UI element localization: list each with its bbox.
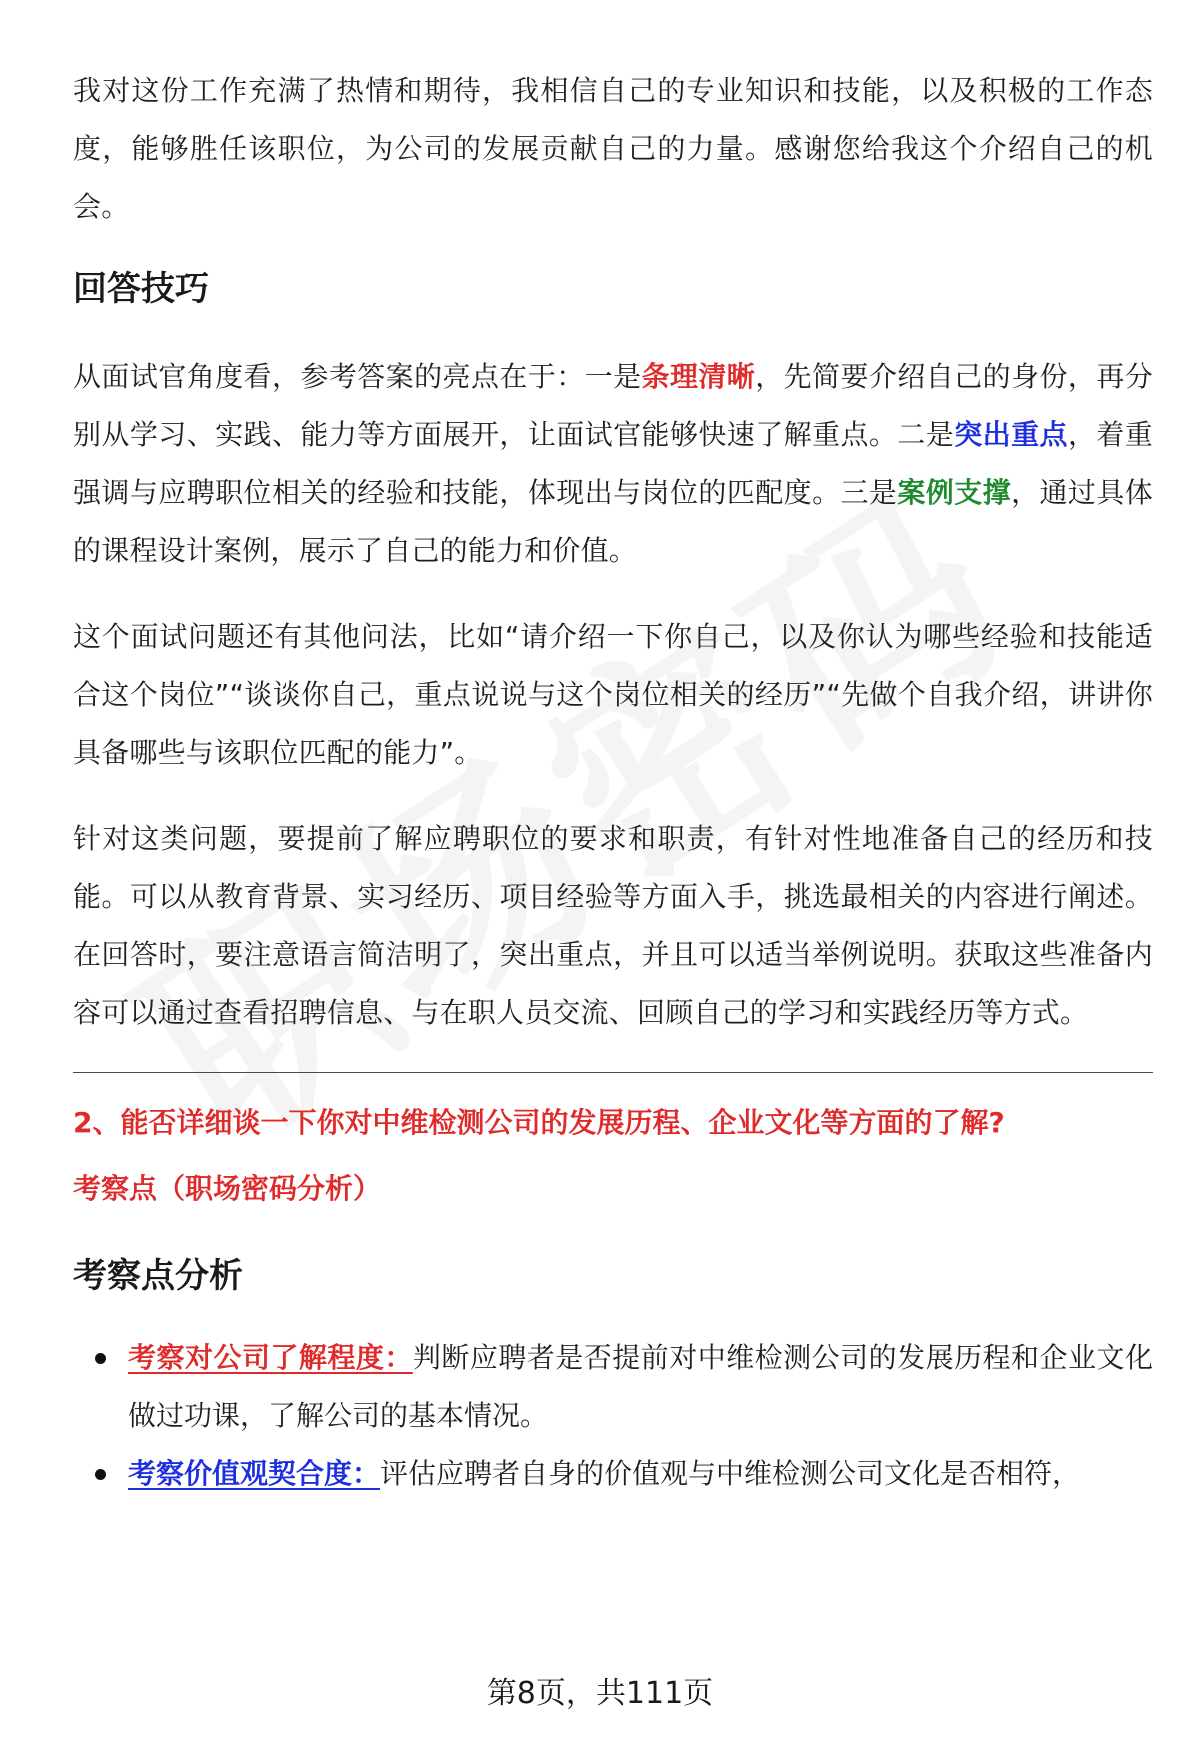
list-item xyxy=(73,1445,1153,1503)
analysis-heading: 考察点分析 xyxy=(73,1256,243,1296)
tips-paragraph-2: 这个面试问题还有其他问法，比如“请介绍一下你自己，以及你认为哪些经验和技能适合这个岗位”“谈谈你自己，重点说说与这个岗位相关的经历”“先做个自我介绍，讲讲你具备哪些与该职位匹配的能力”。 xyxy=(73,620,1153,769)
tips-text-1: 从面试官角度看，参考答案的亮点在于：一是 xyxy=(73,360,642,393)
point-label-values-fit: 考察价值观契合度： xyxy=(128,1457,381,1490)
point-label-company-knowledge: 考察对公司了解程度： xyxy=(128,1341,413,1374)
bullet-icon xyxy=(95,1469,106,1480)
tips-text-2: ，先简要介绍自己的身份，再分别从学习、实践、能力等方面展开，让面试官能够快速了解重点。二是 xyxy=(73,360,1153,451)
question-2-title: 2、能否详细谈一下你对中维检测公司的发展历程、企业文化等方面的了解? xyxy=(73,1106,1005,1139)
page-number-footer: 第8页，共111页 xyxy=(486,1676,714,1711)
highlight-case-support: 案例支撑 xyxy=(897,476,1012,509)
page-content xyxy=(73,62,1153,1503)
highlight-clear-structure: 条理清晰 xyxy=(641,360,756,393)
tips-heading: 回答技巧 xyxy=(73,269,209,309)
section-divider xyxy=(73,1072,1153,1073)
point-text-company-knowledge: 判断应聘者是否提前对中维检测公司的发展历程和企业文化做过功课，了解公司的基本情况。 xyxy=(128,1341,1153,1432)
question-2-subhead: 考察点（职场密码分析） xyxy=(73,1172,382,1205)
point-text-values-fit: 评估应聘者自身的价值观与中维检测公司文化是否相符， xyxy=(380,1457,1081,1490)
intro-paragraph: 我对这份工作充满了热情和期待，我相信自己的专业知识和技能，以及积极的工作态度，能够胜任该职位，为公司的发展贡献自己的力量。感谢您给我这个介绍自己的机会。 xyxy=(73,74,1153,223)
highlight-key-points: 突出重点 xyxy=(954,418,1068,451)
tips-paragraph-1 xyxy=(73,348,1153,580)
bullet-icon xyxy=(95,1353,106,1364)
tips-paragraph-3: 针对这类问题，要提前了解应聘职位的要求和职责，有针对性地准备自己的经历和技能。可以从教育背景、实习经历、项目经验等方面入手，挑选最相关的内容进行阐述。在回答时，要注意语言简洁明了，突出重点，并且可以适当举例说明。获取这些准备内容可以通过查看招聘信息、与在职人员交流、回顾自己的学习和实践经历等方式。 xyxy=(73,822,1153,1029)
analysis-points-list xyxy=(73,1329,1153,1503)
list-item xyxy=(73,1329,1153,1445)
tips-text-4: ，通过具体的课程设计案例，展示了自己的能力和价值。 xyxy=(73,476,1153,567)
tips-text-3: ，着重强调与应聘职位相关的经验和技能，体现出与岗位的匹配度。三是 xyxy=(73,418,1153,509)
